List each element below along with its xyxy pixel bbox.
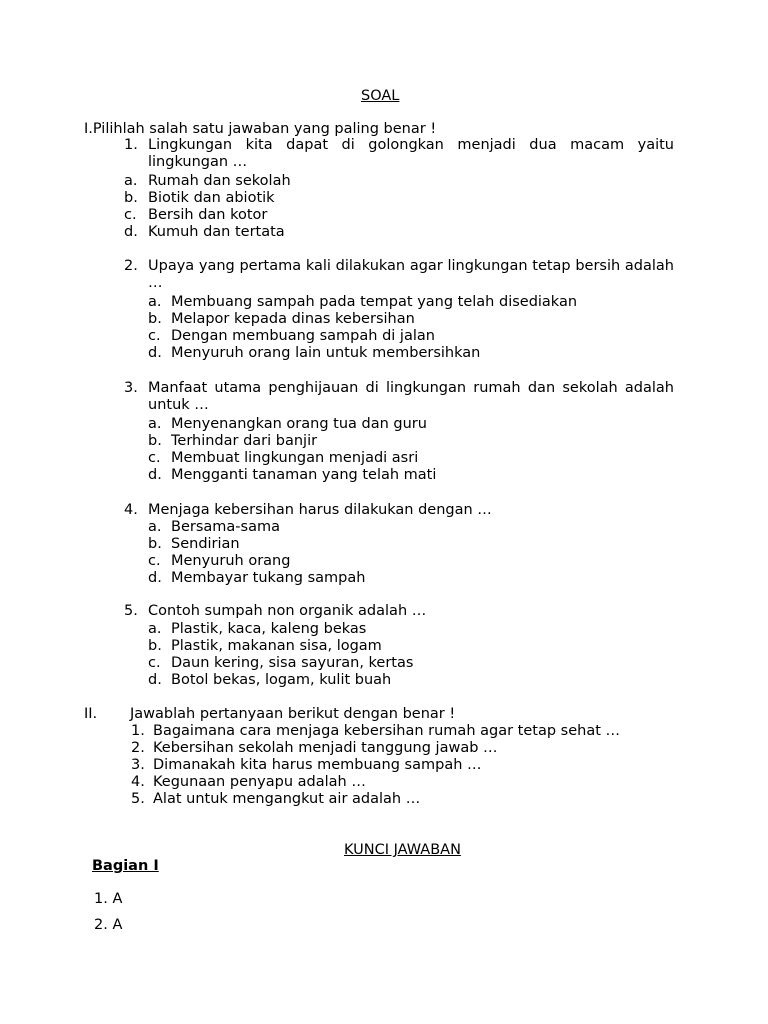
option-text: Plastik, makanan sisa, logam — [171, 638, 382, 654]
option-letter: c. — [148, 450, 161, 466]
option-text: Biotik dan abiotik — [148, 190, 275, 206]
option-letter: d. — [124, 224, 138, 240]
option-letter: a. — [148, 519, 162, 535]
option-text: Menyenangkan orang tua dan guru — [171, 416, 427, 432]
option-letter: a. — [124, 173, 138, 189]
question-number: 5. — [124, 603, 138, 619]
option-text: Rumah dan sekolah — [148, 173, 291, 189]
essay-number: 1. — [131, 723, 145, 739]
option-text: Membayar tukang sampah — [171, 570, 366, 586]
option-letter: c. — [148, 553, 161, 569]
option-text: Bersih dan kotor — [148, 207, 268, 223]
essay-question: Dimanakah kita harus membuang sampah … — [153, 757, 482, 773]
option-letter: c. — [148, 655, 161, 671]
question-number: 4. — [124, 502, 138, 518]
option-text: Sendirian — [171, 536, 240, 552]
question-number: 2. — [124, 258, 138, 274]
essay-number: 5. — [131, 791, 145, 807]
essay-number: 4. — [131, 774, 145, 790]
question-text: Contoh sumpah non organik adalah … — [148, 603, 427, 619]
question-text: Upaya yang pertama kali dilakukan agar lingkungan tetap bersih adalah … — [148, 258, 674, 291]
answer-item: 2. A — [94, 917, 123, 933]
essay-question: Kebersihan sekolah menjadi tanggung jawab … — [153, 740, 498, 756]
answer-key-part-title: Bagian I — [92, 858, 159, 874]
section-1-heading: I.Pilihlah salah satu jawaban yang paling benar ! — [84, 121, 437, 137]
option-text: Plastik, kaca, kaleng bekas — [171, 621, 367, 637]
option-letter: c. — [124, 207, 137, 223]
option-text: Kumuh dan tertata — [148, 224, 285, 240]
option-text: Menyuruh orang — [171, 553, 291, 569]
option-text: Bersama-sama — [171, 519, 280, 535]
page-title: SOAL — [361, 88, 400, 104]
option-text: Daun kering, sisa sayuran, kertas — [171, 655, 414, 671]
option-text: Botol bekas, logam, kulit buah — [171, 672, 392, 688]
option-letter: b. — [124, 190, 138, 206]
essay-number: 2. — [131, 740, 145, 756]
answer-item: 1. A — [94, 891, 123, 907]
option-text: Menyuruh orang lain untuk membersihkan — [171, 345, 481, 361]
option-text: Melapor kepada dinas kebersihan — [171, 311, 415, 327]
question-number: 1. — [124, 137, 138, 153]
option-text: Membuat lingkungan menjadi asri — [171, 450, 419, 466]
option-text: Membuang sampah pada tempat yang telah disediakan — [171, 294, 578, 310]
option-letter: c. — [148, 328, 161, 344]
option-text: Mengganti tanaman yang telah mati — [171, 467, 437, 483]
essay-question: Alat untuk mengangkut air adalah … — [153, 791, 421, 807]
option-letter: a. — [148, 416, 162, 432]
option-letter: b. — [148, 433, 162, 449]
option-letter: b. — [148, 536, 162, 552]
section-2-roman: II. — [84, 706, 98, 722]
option-letter: b. — [148, 311, 162, 327]
question-text: Manfaat utama penghijauan di lingkungan rumah dan sekolah adalah untuk … — [148, 380, 674, 413]
option-text: Terhindar dari banjir — [171, 433, 318, 449]
option-letter: d. — [148, 467, 162, 483]
answer-key-title: KUNCI JAWABAN — [344, 842, 461, 858]
option-letter: d. — [148, 672, 162, 688]
essay-question: Bagaimana cara menjaga kebersihan rumah agar tetap sehat … — [153, 723, 620, 739]
option-letter: a. — [148, 294, 162, 310]
option-letter: d. — [148, 570, 162, 586]
question-text: Menjaga kebersihan harus dilakukan dengan … — [148, 502, 492, 518]
option-letter: a. — [148, 621, 162, 637]
essay-number: 3. — [131, 757, 145, 773]
option-text: Dengan membuang sampah di jalan — [171, 328, 435, 344]
question-text: Lingkungan kita dapat di golongkan menjadi dua macam yaitu lingkungan … — [148, 137, 674, 170]
essay-question: Kegunaan penyapu adalah … — [153, 774, 366, 790]
option-letter: b. — [148, 638, 162, 654]
question-number: 3. — [124, 380, 138, 396]
option-letter: d. — [148, 345, 162, 361]
section-2-heading: Jawablah pertanyaan berikut dengan benar ! — [130, 706, 456, 722]
